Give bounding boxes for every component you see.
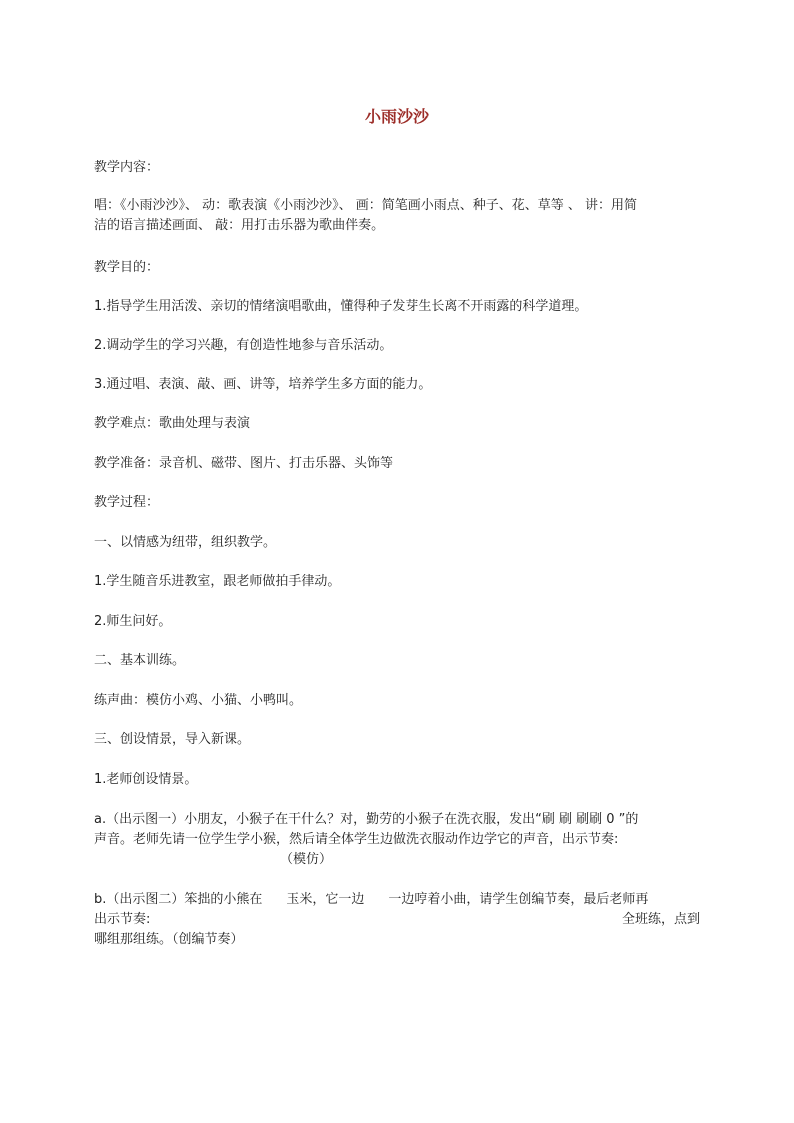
goal-item-3: 3.通过唱、表演、敲、画、讲等，培养学生多方面的能力。 xyxy=(94,377,432,392)
preparation-line: 教学准备：录音机、磁带、图片、打击乐器、头饰等 xyxy=(94,456,394,471)
paragraph-b-line-1-part-c: 一边哼着小曲，请学生创编节奏，最后老师再 xyxy=(388,892,649,907)
step-1-item-2: 2.师生问好。 xyxy=(94,614,172,629)
goal-item-2: 2.调动学生的学习兴趣，有创造性地参与音乐活动。 xyxy=(94,338,393,353)
paragraph-a-line-2: 声音。老师先请一位学生学小猴，然后请全体学生边做洗衣服动作边学它的声音，出示节奏: xyxy=(94,832,619,847)
goal-item-1: 1.指导学生用活泼、亲切的情绪演唱歌曲，懂得种子发芽生长离不开雨露的科学道理。 xyxy=(94,299,588,314)
paragraph-a xyxy=(94,810,700,870)
step-3-item-1: 1.老师创设情景。 xyxy=(94,772,198,787)
step-1-item-1: 1.学生随音乐进教室，跟老师做拍手律动。 xyxy=(94,574,341,589)
document-title: 小雨沙沙 xyxy=(364,107,429,126)
content-heading: 教学内容： xyxy=(94,160,160,175)
paragraph-b-line-2-part-b: 全班练，点到 xyxy=(621,912,700,927)
process-heading: 教学过程： xyxy=(94,495,160,510)
step-2-item-1: 练声曲：模仿小鸡、小猫、小鸭叫。 xyxy=(94,693,303,708)
paragraph-b-line-3: 哪组那组练。（创编节奏） xyxy=(94,932,244,947)
paragraph-b-line-1-part-a: b.（出示图二）笨拙的小熊在 xyxy=(94,892,263,907)
paragraph-b-line-2-part-a: 出示节奏: xyxy=(94,912,151,927)
step-3-heading: 三、创设情景，导入新课。 xyxy=(94,732,251,747)
paragraph-a-line-3: （模仿） xyxy=(280,852,333,867)
content-line-1: 唱：《小雨沙沙》、 动：歌表演《小雨沙沙》、 画：简笔画小雨点、种子、花、草等 、 讲：用简 xyxy=(94,198,638,213)
step-1-heading: 一、以情感为纽带，组织教学。 xyxy=(94,535,277,550)
step-2-heading: 二、基本训练。 xyxy=(94,653,186,668)
paragraph-a-line-1: a.（出示图一）小朋友，小猴子在干什么？对，勤劳的小猴子在洗衣服，发出“刷 刷 刷刷 0 ”的 xyxy=(94,812,639,827)
paragraph-b xyxy=(94,890,700,950)
goal-heading: 教学目的： xyxy=(94,260,160,275)
content-line-2: 洁的语言描述画面、 敲：用打击乐器为歌曲伴奏。 xyxy=(94,218,385,233)
paragraph-b-line-2 xyxy=(94,910,700,930)
difficulty-line: 教学难点：歌曲处理与表演 xyxy=(94,416,251,431)
paragraph-b-line-1-part-b: 玉米，它一边 xyxy=(286,892,365,907)
content-paragraph xyxy=(94,196,700,236)
paragraph-b-line-1 xyxy=(94,890,700,910)
